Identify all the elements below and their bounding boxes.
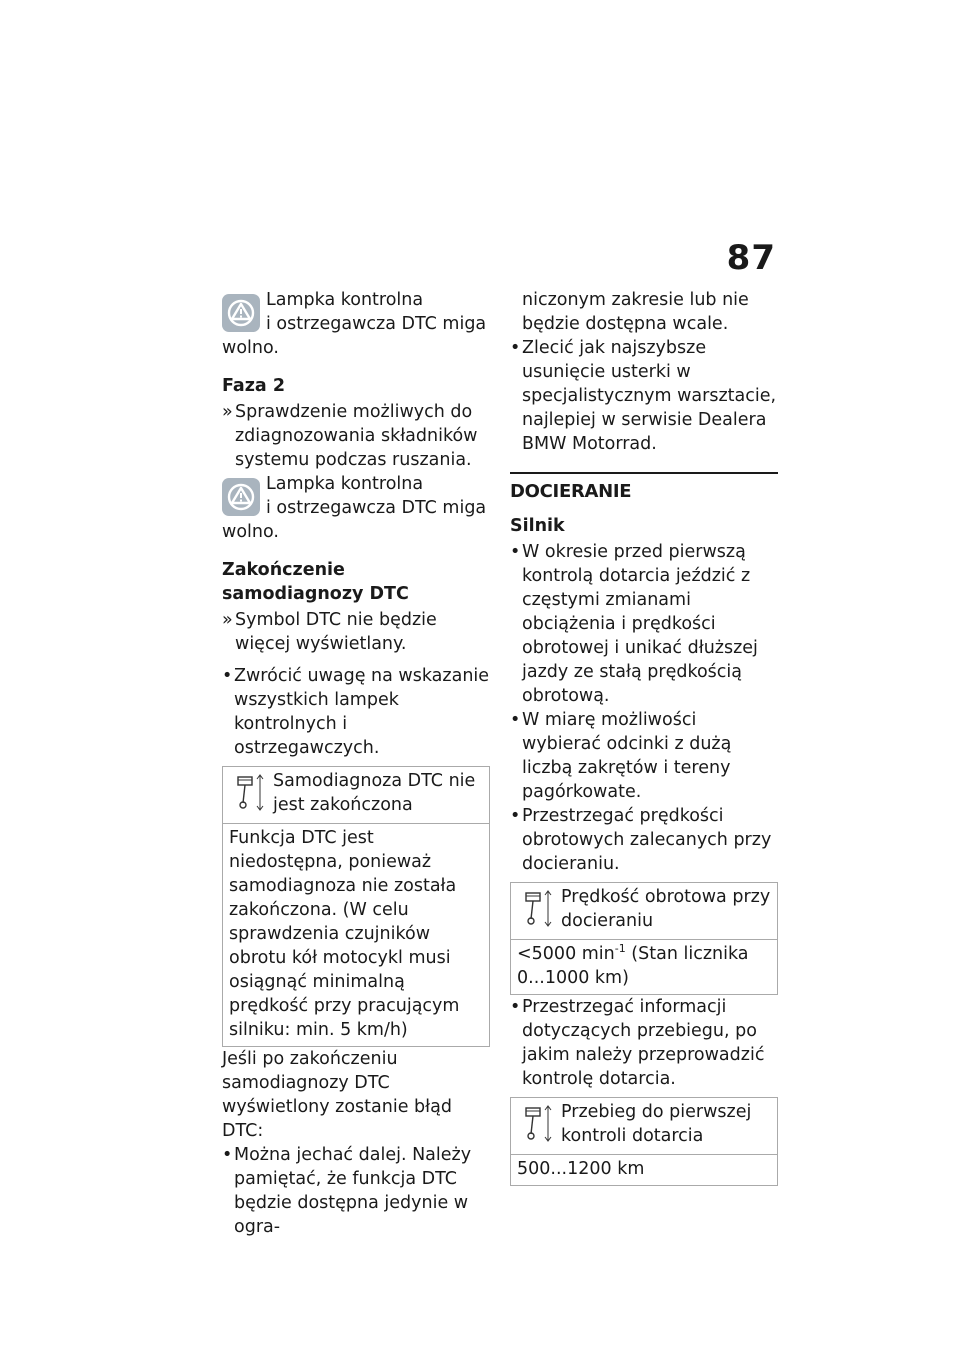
- info-box-rpm: [510, 882, 778, 995]
- bullet-continue-riding: • Można jechać dalej. Należy pamiętać, że funkcja DTC będzie dostępna jedynie w ogra-: [222, 1143, 490, 1239]
- info-box-body: Funkcja DTC jest niedostępna, ponieważ samodiagnoza nie została zakończona. (W celu sprawdzenia czujników obrotu kół motocykl musi osiągnąć minimalną prędkość przy pracującym silniku: min. 5 km/h): [229, 828, 460, 1040]
- end-selfdiag-result: » Symbol DTC nie będzie więcej wyświetlany.: [222, 608, 490, 656]
- list-item: • Przestrzegać prędkości obrotowych zalecanych przy docieraniu.: [510, 804, 778, 876]
- info-box-title: Przebieg do pierwszej kontroli dotarcia: [561, 1102, 752, 1146]
- info-box-title: Samodiagnoza DTC nie jest zakończona: [273, 771, 476, 815]
- page-number: 87: [726, 238, 776, 278]
- rpm-unit-exponent: -1: [614, 942, 626, 956]
- warning-lamp-icon: [222, 294, 260, 332]
- info-box-header: [223, 767, 489, 824]
- continued-text: niczonym zakresie lub nie będzie dostępna wcale.: [522, 290, 749, 334]
- lamp-indicator-note: [222, 288, 490, 360]
- rpm-value: <5000 min: [517, 944, 615, 964]
- info-box-selfdiag: [222, 766, 490, 1047]
- warning-lamp-icon: [222, 478, 260, 516]
- list-item: • W okresie przed pierwszą kontrolą dotarcia jeździć z częstymi zmianami obciążenia i prędkości obrotowej i unikać dłuższej jazdy ze stałą prędkością obrotową.: [510, 540, 778, 708]
- lamp-text-line2: i ostrzegawcza DTC miga: [266, 314, 487, 334]
- info-box-title: Prędkość obrotowa przy docieraniu: [561, 887, 771, 931]
- info-box-body: 500...1200 km: [517, 1159, 645, 1179]
- end-selfdiag-heading: Zakończenie samodiagnozy DTC: [222, 560, 409, 604]
- phase2-heading: Faza 2: [222, 376, 286, 396]
- list-item: • W miarę możliwości wybierać odcinki z dużą liczbą zakrętów i tereny pagórkowate.: [510, 708, 778, 804]
- engine-piston-icon: [523, 1104, 553, 1144]
- engine-piston-icon: [523, 889, 553, 929]
- lamp-text-line3: wolno.: [222, 522, 279, 542]
- bullet-check-lamps: • Zwrócić uwagę na wskazanie wszystkich lampek kontrolnych i ostrzegawczych.: [222, 664, 490, 760]
- lamp-text-line2: i ostrzegawcza DTC miga: [266, 498, 487, 518]
- lamp-indicator-note: [222, 472, 490, 544]
- info-box-header: [511, 1098, 777, 1155]
- bullet-mileage: • Przestrzegać informacji dotyczących przebiegu, po jakim należy przeprowadzić kontrolę dotarcia.: [510, 995, 778, 1091]
- info-box-body: [511, 940, 777, 994]
- section-title: DOCIERANIE: [510, 481, 632, 502]
- rpm-odometer-range: (Stan licznika 0...1000 km): [517, 944, 749, 988]
- lamp-text-line1: Lampka kontrolna: [266, 290, 424, 310]
- right-column: [510, 288, 778, 1186]
- phase2-result: » Sprawdzenie możliwych do zdiagnozowania składników systemu podczas ruszania.: [222, 400, 490, 472]
- lamp-text-line3: wolno.: [222, 338, 279, 358]
- bullet-workshop: • Zlecić jak najszybsze usunięcie usterki w specjalistycznym warsztacie, najlepiej w serwisie Dealera BMW Motorrad.: [510, 336, 778, 456]
- lamp-text-line1: Lampka kontrolna: [266, 474, 424, 494]
- info-box-header: [511, 883, 777, 940]
- engine-heading: Silnik: [510, 516, 565, 536]
- left-column: [222, 288, 490, 1239]
- section-divider: [510, 472, 778, 474]
- engine-piston-icon: [235, 773, 265, 813]
- info-box-mileage: [510, 1097, 778, 1186]
- paragraph-after-box: Jeśli po zakończeniu samodiagnozy DTC wyświetlony zostanie błąd DTC:: [222, 1049, 452, 1141]
